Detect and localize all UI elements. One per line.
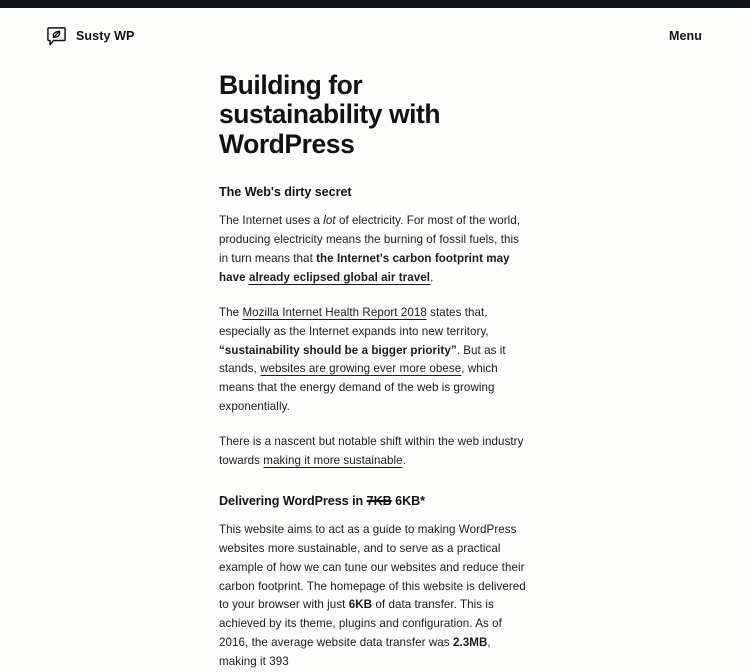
paragraph-mozilla-report: [219, 304, 530, 417]
article: [219, 65, 530, 672]
site-brand-link[interactable]: [46, 26, 134, 47]
paragraph-internet-electricity: [219, 212, 530, 288]
strong-run: “sustainability should be a bigger priority”: [219, 343, 457, 357]
link-mozilla-internet-health-report-2018[interactable]: Mozilla Internet Health Report 2018: [242, 305, 427, 319]
section-heading-delivering-wordpress: [219, 494, 530, 508]
site-header: [0, 8, 750, 65]
link-websites-growing-ever-more-obese[interactable]: websites are growing ever more obese: [260, 362, 462, 376]
text-run: states that, especially as the Internet expands into new territory,: [219, 305, 489, 338]
struck-7kb: 7KB: [366, 493, 392, 508]
page-title: Building for sustainability with WordPress: [219, 70, 441, 159]
text-run: 6KB*: [391, 493, 426, 508]
admin-bar: [0, 0, 750, 8]
section-heading-dirty-secret: The Web's dirty secret: [219, 185, 352, 200]
text-run: , making it 393: [219, 636, 491, 669]
page-content: [0, 65, 750, 672]
text-run: This website aims to act as a guide to making WordPress websites more sustainable, and to serve as a practical example of how we can tune our websites and reduce their carbon footprint. The homepage of this website is delivered to your browser with just: [219, 522, 526, 612]
text-run: .: [402, 454, 406, 468]
site-title: Susty WP: [76, 29, 135, 44]
text-run: .: [430, 270, 434, 284]
link-making-it-more-sustainable[interactable]: making it more sustainable: [263, 454, 403, 468]
text-run: Delivering WordPress in: [219, 493, 367, 508]
text-run: There is a nascent but notable shift within the web industry towards: [219, 435, 524, 468]
text-run: The: [219, 305, 243, 319]
text-run: , which means that the energy demand of the web is growing exponentially.: [219, 362, 498, 414]
leaf-speech-bubble-icon: [46, 26, 67, 47]
strong-run: the Internet's carbon footprint may have: [219, 252, 510, 284]
text-run: The Internet uses a: [219, 214, 324, 228]
menu-toggle-button[interactable]: Menu: [668, 29, 702, 44]
text-run: of data transfer. This is achieved by its theme, plugins and configuration. As of 2016, the average website data transfer was: [219, 598, 502, 650]
link-already-eclipsed-global-air-travel[interactable]: already eclipsed global air travel: [248, 270, 431, 284]
strong-2-3mb: 2.3MB: [452, 636, 488, 650]
strong-6kb: 6KB: [348, 598, 373, 612]
text-run: . But as it stands,: [219, 343, 506, 376]
text-run: of electricity. For most of the world, producing electricity means the burning of fossil fuels, this in turn means that: [219, 214, 521, 265]
emphasis-lot: lot: [323, 214, 336, 228]
paragraph-nascent-shift: [219, 433, 530, 471]
paragraph-website-aims: [219, 521, 530, 672]
